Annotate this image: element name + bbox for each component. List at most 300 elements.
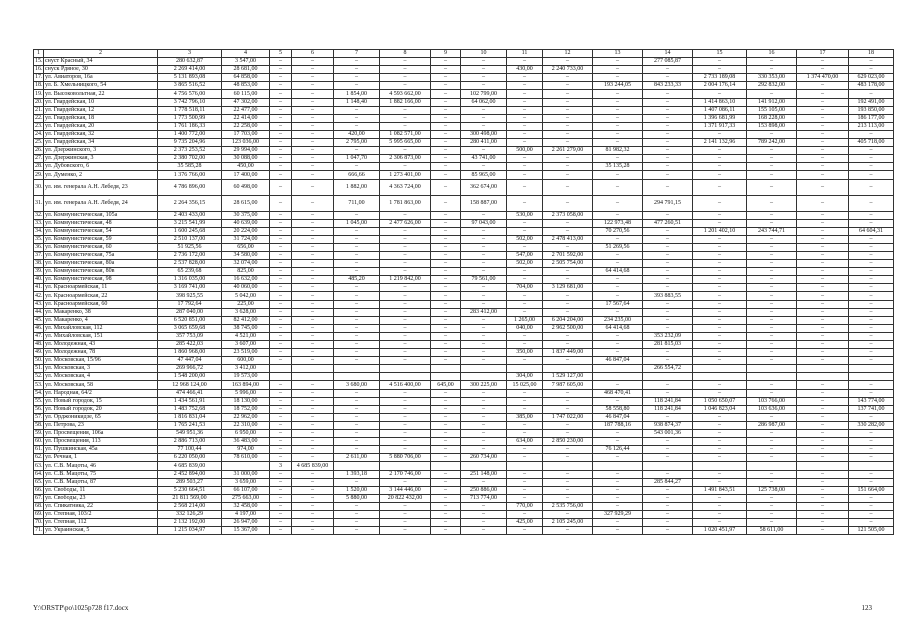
value-cell: – bbox=[292, 227, 334, 235]
row-number: 28. bbox=[35, 163, 43, 170]
row-number: 69. bbox=[35, 511, 43, 518]
value-cell: 2 141 132,96 bbox=[693, 139, 747, 147]
address-cell: ул. Молодежная, 78 bbox=[44, 349, 158, 357]
value-cell: 3 144 446,00 bbox=[380, 486, 431, 494]
value-cell: 9 735 204,96 bbox=[158, 139, 222, 147]
value-cell: – bbox=[461, 227, 507, 235]
value-cell: 2 004 176,14 bbox=[693, 82, 747, 90]
value-cell: – bbox=[643, 276, 693, 284]
value-cell: – bbox=[593, 430, 643, 438]
value-cell: – bbox=[270, 66, 292, 74]
value-cell: – bbox=[270, 381, 292, 389]
value-cell: – bbox=[270, 446, 292, 454]
value-cell: – bbox=[292, 397, 334, 405]
value-cell: 22 310,00 bbox=[222, 421, 270, 429]
value-cell: 1 548 200,00 bbox=[158, 373, 222, 381]
value-cell: – bbox=[693, 341, 747, 349]
value-cell: 656,00 bbox=[222, 243, 270, 251]
value-cell: – bbox=[643, 106, 693, 114]
row-number: 58. bbox=[35, 422, 43, 429]
value-cell: – bbox=[543, 58, 593, 66]
value-cell: – bbox=[747, 502, 797, 510]
value-cell: 15 025,00 bbox=[507, 381, 543, 389]
address-cell: ул. Коммунистическая, 75а bbox=[44, 251, 158, 259]
value-cell: – bbox=[334, 300, 380, 308]
value-cell: – bbox=[849, 211, 894, 219]
value-cell: 3 865 516,52 bbox=[158, 82, 222, 90]
value-cell: – bbox=[797, 114, 849, 122]
value-cell: – bbox=[270, 235, 292, 243]
value-cell: 1 491 843,51 bbox=[693, 486, 747, 494]
value-cell: 3 129 681,00 bbox=[543, 284, 593, 292]
value-cell: 32 074,00 bbox=[222, 260, 270, 268]
value-cell bbox=[543, 365, 593, 373]
value-cell: – bbox=[693, 179, 747, 195]
value-cell: 22 962,00 bbox=[222, 413, 270, 421]
row-number: 42. bbox=[35, 292, 43, 299]
value-cell: 158 887,00 bbox=[461, 195, 507, 211]
value-cell: 330 353,00 bbox=[747, 74, 797, 82]
value-cell: – bbox=[643, 155, 693, 163]
value-cell: – bbox=[797, 470, 849, 478]
value-cell bbox=[507, 462, 543, 470]
value-cell: – bbox=[380, 163, 431, 171]
value-cell: – bbox=[593, 122, 643, 130]
table-row bbox=[34, 300, 894, 308]
value-cell: – bbox=[461, 357, 507, 365]
value-cell: – bbox=[797, 243, 849, 251]
value-cell: 28 681,00 bbox=[222, 66, 270, 74]
value-cell: – bbox=[431, 397, 461, 405]
value-cell: 103 766,00 bbox=[747, 397, 797, 405]
value-cell: – bbox=[507, 106, 543, 114]
value-cell: – bbox=[693, 251, 747, 259]
value-cell: – bbox=[461, 211, 507, 219]
value-cell: – bbox=[292, 284, 334, 292]
value-cell: – bbox=[334, 122, 380, 130]
value-cell: 30 088,00 bbox=[222, 155, 270, 163]
value-cell: 31 000,00 bbox=[222, 470, 270, 478]
value-cell: – bbox=[593, 470, 643, 478]
value-cell: – bbox=[380, 357, 431, 365]
value-cell: – bbox=[849, 251, 894, 259]
value-cell: – bbox=[507, 446, 543, 454]
value-cell: – bbox=[747, 235, 797, 243]
value-cell: – bbox=[747, 58, 797, 66]
value-cell: – bbox=[643, 74, 693, 82]
value-cell: 1 837 449,00 bbox=[543, 349, 593, 357]
address-cell: ул. Думенко, 2 bbox=[44, 171, 158, 179]
value-cell: 23 519,00 bbox=[222, 349, 270, 357]
value-cell: – bbox=[643, 171, 693, 179]
value-cell: – bbox=[461, 413, 507, 421]
value-cell: 2 170 746,00 bbox=[380, 470, 431, 478]
value-cell: – bbox=[543, 292, 593, 300]
table-row bbox=[34, 195, 894, 211]
value-cell: 1 816 831,04 bbox=[158, 413, 222, 421]
value-cell: 280 632,87 bbox=[158, 58, 222, 66]
value-cell: – bbox=[431, 139, 461, 147]
column-number: 2 bbox=[44, 50, 158, 58]
value-cell: – bbox=[797, 478, 849, 486]
row-number: 25. bbox=[35, 139, 43, 146]
value-cell: – bbox=[849, 502, 894, 510]
value-cell: – bbox=[593, 438, 643, 446]
row-number: 26. bbox=[35, 147, 43, 154]
value-cell: 843 233,33 bbox=[643, 82, 693, 90]
table-row bbox=[34, 106, 894, 114]
value-cell: – bbox=[507, 292, 543, 300]
table-row bbox=[34, 211, 894, 219]
value-cell: – bbox=[797, 66, 849, 74]
value-cell: – bbox=[431, 454, 461, 462]
row-number: 40. bbox=[35, 276, 43, 283]
address-cell: ул. С.В. Мацоты, 75 bbox=[44, 470, 158, 478]
value-cell: – bbox=[292, 58, 334, 66]
value-cell: – bbox=[849, 446, 894, 454]
value-cell: – bbox=[543, 421, 593, 429]
table-row bbox=[34, 389, 894, 397]
value-cell: 2 269 414,00 bbox=[158, 66, 222, 74]
value-cell: – bbox=[643, 519, 693, 527]
value-cell: 78 610,00 bbox=[222, 454, 270, 462]
value-cell: – bbox=[693, 349, 747, 357]
value-cell: – bbox=[507, 195, 543, 211]
value-cell: 77 100,44 bbox=[158, 446, 222, 454]
value-cell: 213 113,00 bbox=[849, 122, 894, 130]
value-cell: 357 753,09 bbox=[158, 332, 222, 340]
value-cell: 1 600 245,68 bbox=[158, 227, 222, 235]
value-cell: – bbox=[380, 519, 431, 527]
value-cell: – bbox=[292, 74, 334, 82]
value-cell: – bbox=[270, 478, 292, 486]
value-cell: 186 177,00 bbox=[849, 114, 894, 122]
value-cell: – bbox=[292, 502, 334, 510]
value-cell: – bbox=[334, 349, 380, 357]
value-cell: – bbox=[797, 227, 849, 235]
value-cell: – bbox=[270, 58, 292, 66]
value-cell: – bbox=[334, 527, 380, 535]
row-number: 31. bbox=[34, 195, 44, 211]
row-number: 48. bbox=[35, 341, 43, 348]
value-cell: – bbox=[543, 527, 593, 535]
value-cell: – bbox=[747, 171, 797, 179]
row-number: 57. bbox=[35, 413, 43, 420]
value-cell: – bbox=[270, 219, 292, 227]
value-cell: – bbox=[797, 171, 849, 179]
value-cell: 2 962 500,00 bbox=[543, 324, 593, 332]
value-cell: – bbox=[270, 106, 292, 114]
value-cell: 269 966,72 bbox=[158, 365, 222, 373]
value-cell: – bbox=[693, 494, 747, 502]
value-cell: 21 811 569,00 bbox=[158, 494, 222, 502]
value-cell: 17 400,00 bbox=[222, 171, 270, 179]
value-cell: – bbox=[797, 413, 849, 421]
table-row bbox=[34, 430, 894, 438]
value-cell: – bbox=[292, 470, 334, 478]
value-cell: 3 607,00 bbox=[222, 341, 270, 349]
document-page bbox=[33, 49, 885, 535]
value-cell: – bbox=[747, 324, 797, 332]
value-cell: – bbox=[431, 66, 461, 74]
value-cell: – bbox=[461, 519, 507, 527]
value-cell: 5 042,00 bbox=[222, 292, 270, 300]
column-number: 5 bbox=[270, 50, 292, 58]
value-cell: – bbox=[431, 510, 461, 518]
address-cell: ул. Гвардейская, 20 bbox=[44, 122, 158, 130]
value-cell: – bbox=[747, 446, 797, 454]
value-cell: – bbox=[849, 219, 894, 227]
value-cell: – bbox=[797, 421, 849, 429]
value-cell bbox=[461, 365, 507, 373]
table-row bbox=[34, 82, 894, 90]
value-cell: – bbox=[849, 308, 894, 316]
value-cell: – bbox=[292, 139, 334, 147]
footer-file-path: Y:\ORSTP\po\1025p728 f17.docx bbox=[33, 604, 129, 612]
table-row bbox=[34, 462, 894, 470]
value-cell: – bbox=[797, 90, 849, 98]
value-cell: 2 132 192,00 bbox=[158, 519, 222, 527]
value-cell: – bbox=[797, 454, 849, 462]
address-cell: ул. Просвещения, 113 bbox=[44, 438, 158, 446]
row-number: 45. bbox=[35, 316, 43, 323]
address-cell: ул. Дзержинская, 3 bbox=[44, 155, 158, 163]
value-cell: – bbox=[334, 405, 380, 413]
value-cell: – bbox=[849, 341, 894, 349]
value-cell: 31 724,00 bbox=[222, 235, 270, 243]
value-cell: – bbox=[543, 155, 593, 163]
value-cell: – bbox=[334, 163, 380, 171]
value-cell: 711,00 bbox=[334, 195, 380, 211]
address-cell: ул. Украинская, 5 bbox=[44, 527, 158, 535]
value-cell: – bbox=[693, 276, 747, 284]
row-number: 32. bbox=[35, 211, 43, 218]
value-cell: 2 264 356,15 bbox=[158, 195, 222, 211]
value-cell: – bbox=[693, 268, 747, 276]
value-cell: – bbox=[292, 276, 334, 284]
value-cell: – bbox=[334, 413, 380, 421]
table-header-row bbox=[34, 50, 894, 58]
value-cell: – bbox=[270, 519, 292, 527]
value-cell: 6 220 050,00 bbox=[158, 454, 222, 462]
value-cell: – bbox=[431, 527, 461, 535]
value-cell: – bbox=[797, 106, 849, 114]
value-cell: 30 375,00 bbox=[222, 211, 270, 219]
value-cell: – bbox=[334, 510, 380, 518]
value-cell: – bbox=[380, 405, 431, 413]
address-cell: ул. Дзержинского, 3 bbox=[44, 147, 158, 155]
row-number: 37. bbox=[35, 252, 43, 259]
address-cell: ул. Новый городок, 15 bbox=[44, 397, 158, 405]
value-cell: – bbox=[543, 430, 593, 438]
row-number: 21. bbox=[35, 106, 43, 113]
value-cell: 2 478 413,00 bbox=[543, 235, 593, 243]
value-cell: – bbox=[593, 195, 643, 211]
value-cell: 713 774,00 bbox=[461, 494, 507, 502]
column-number: 3 bbox=[158, 50, 222, 58]
value-cell: – bbox=[593, 381, 643, 389]
value-cell bbox=[693, 462, 747, 470]
value-cell: 60 498,00 bbox=[222, 179, 270, 195]
value-cell: – bbox=[643, 211, 693, 219]
value-cell: 2 611,00 bbox=[334, 454, 380, 462]
value-cell: – bbox=[292, 519, 334, 527]
table-row bbox=[34, 332, 894, 340]
row-number: 22. bbox=[35, 114, 43, 121]
value-cell: – bbox=[292, 130, 334, 138]
value-cell: – bbox=[593, 454, 643, 462]
value-cell: – bbox=[693, 438, 747, 446]
value-cell: 405 718,00 bbox=[849, 139, 894, 147]
value-cell: – bbox=[461, 332, 507, 340]
value-cell: – bbox=[747, 349, 797, 357]
value-cell: 285 844,27 bbox=[643, 478, 693, 486]
value-cell: – bbox=[431, 179, 461, 195]
value-cell: 502,00 bbox=[507, 235, 543, 243]
value-cell: 47 302,00 bbox=[222, 98, 270, 106]
value-cell: – bbox=[292, 413, 334, 421]
value-cell: – bbox=[292, 195, 334, 211]
value-cell: 1 265,00 bbox=[507, 316, 543, 324]
value-cell: – bbox=[270, 454, 292, 462]
value-cell: – bbox=[693, 235, 747, 243]
value-cell bbox=[643, 462, 693, 470]
value-cell: – bbox=[747, 260, 797, 268]
value-cell: 38 745,00 bbox=[222, 324, 270, 332]
value-cell: 1 376 766,00 bbox=[158, 171, 222, 179]
value-cell: – bbox=[797, 324, 849, 332]
value-cell: – bbox=[643, 251, 693, 259]
value-cell: – bbox=[431, 308, 461, 316]
value-cell: – bbox=[270, 211, 292, 219]
value-cell: – bbox=[747, 438, 797, 446]
address-cell: ул. Гвардейская, 12 bbox=[44, 106, 158, 114]
footer-page-number: 123 bbox=[861, 604, 872, 612]
value-cell: 1 434 561,91 bbox=[158, 397, 222, 405]
value-cell: – bbox=[270, 227, 292, 235]
value-cell: 79 561,00 bbox=[461, 276, 507, 284]
column-number: 13 bbox=[593, 50, 643, 58]
value-cell: – bbox=[593, 502, 643, 510]
value-cell: – bbox=[431, 155, 461, 163]
value-cell: – bbox=[593, 341, 643, 349]
value-cell: – bbox=[643, 147, 693, 155]
value-cell: – bbox=[380, 268, 431, 276]
value-cell: – bbox=[334, 147, 380, 155]
value-cell: – bbox=[747, 332, 797, 340]
value-cell: 2 535 756,00 bbox=[543, 502, 593, 510]
value-cell: – bbox=[431, 438, 461, 446]
value-cell: – bbox=[693, 130, 747, 138]
value-cell: – bbox=[431, 74, 461, 82]
table-row bbox=[34, 122, 894, 130]
value-cell: 64 858,00 bbox=[222, 74, 270, 82]
value-cell: – bbox=[431, 163, 461, 171]
value-cell: – bbox=[431, 130, 461, 138]
value-cell bbox=[797, 462, 849, 470]
value-cell: 6 950,00 bbox=[222, 430, 270, 438]
value-cell: – bbox=[270, 357, 292, 365]
table-row bbox=[34, 454, 894, 462]
value-cell: 483 178,00 bbox=[849, 82, 894, 90]
value-cell: – bbox=[849, 413, 894, 421]
value-cell: – bbox=[431, 243, 461, 251]
value-cell: 4 685 839,00 bbox=[158, 462, 222, 470]
value-cell: – bbox=[380, 316, 431, 324]
value-cell: 277 085,87 bbox=[643, 58, 693, 66]
value-cell: 66 107,00 bbox=[222, 486, 270, 494]
table-row bbox=[34, 155, 894, 163]
value-cell: – bbox=[797, 235, 849, 243]
value-cell: – bbox=[693, 454, 747, 462]
row-number: 47. bbox=[35, 333, 43, 339]
value-cell: – bbox=[797, 494, 849, 502]
column-number: 10 bbox=[461, 50, 507, 58]
row-number: 50. bbox=[35, 357, 43, 364]
value-cell: – bbox=[643, 446, 693, 454]
value-cell: 12 968 124,00 bbox=[158, 381, 222, 389]
table-row bbox=[34, 486, 894, 494]
value-cell: 97 043,00 bbox=[461, 219, 507, 227]
value-cell: – bbox=[292, 316, 334, 324]
value-cell: – bbox=[507, 308, 543, 316]
value-cell: – bbox=[461, 421, 507, 429]
row-number: 41. bbox=[35, 284, 43, 291]
value-cell: – bbox=[334, 341, 380, 349]
value-cell: – bbox=[292, 90, 334, 98]
value-cell: 629 023,00 bbox=[849, 74, 894, 82]
table-row bbox=[34, 292, 894, 300]
table-row bbox=[34, 227, 894, 235]
value-cell bbox=[380, 373, 431, 381]
value-cell: – bbox=[849, 430, 894, 438]
value-cell: 60 115,00 bbox=[222, 90, 270, 98]
value-cell: – bbox=[461, 114, 507, 122]
value-cell: – bbox=[507, 227, 543, 235]
value-cell: – bbox=[643, 268, 693, 276]
value-cell: – bbox=[693, 90, 747, 98]
table-row bbox=[34, 74, 894, 82]
value-cell: – bbox=[507, 389, 543, 397]
value-cell: – bbox=[334, 284, 380, 292]
value-cell: – bbox=[643, 66, 693, 74]
value-cell: 1 882 166,00 bbox=[380, 98, 431, 106]
value-cell: – bbox=[747, 357, 797, 365]
value-cell: – bbox=[431, 58, 461, 66]
value-cell: – bbox=[693, 413, 747, 421]
value-cell: – bbox=[643, 502, 693, 510]
value-cell: 283 412,00 bbox=[461, 308, 507, 316]
value-cell: 1 520,00 bbox=[334, 486, 380, 494]
value-cell: 2 403 433,00 bbox=[158, 211, 222, 219]
address-cell: ул. Михайловская, 151 bbox=[44, 332, 158, 340]
value-cell: – bbox=[543, 139, 593, 147]
value-cell: – bbox=[643, 98, 693, 106]
value-cell: 266 554,72 bbox=[643, 365, 693, 373]
value-cell: – bbox=[507, 58, 543, 66]
table-row bbox=[34, 98, 894, 106]
value-cell: – bbox=[431, 268, 461, 276]
value-cell: – bbox=[593, 211, 643, 219]
table-row bbox=[34, 413, 894, 421]
value-cell: – bbox=[643, 389, 693, 397]
value-cell: 35 135,28 bbox=[593, 163, 643, 171]
value-cell: 704,00 bbox=[507, 284, 543, 292]
row-number: 55. bbox=[35, 397, 43, 404]
value-cell: 137 741,00 bbox=[849, 405, 894, 413]
value-cell: 040,00 bbox=[507, 324, 543, 332]
value-cell: – bbox=[292, 260, 334, 268]
